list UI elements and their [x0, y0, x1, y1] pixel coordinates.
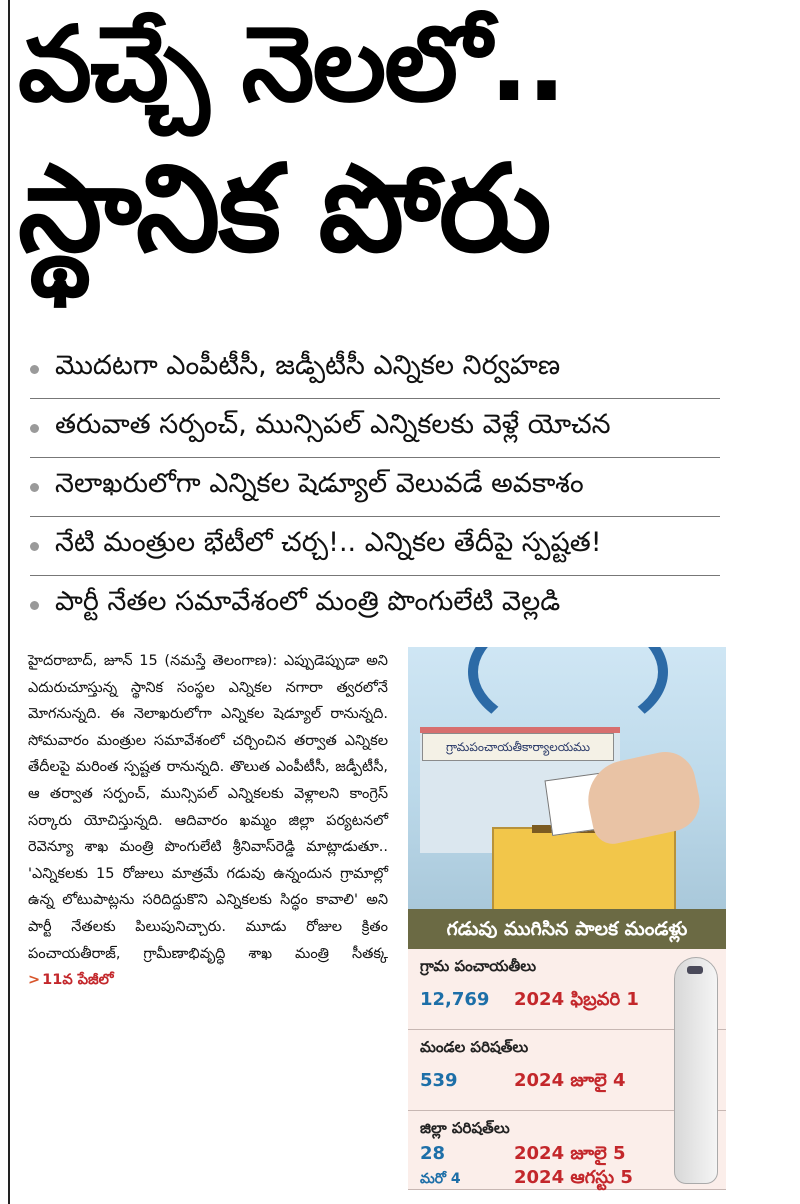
- row-category: జిల్లా పరిషత్‌లు: [420, 1119, 510, 1137]
- bullet-dot-icon: [30, 601, 39, 610]
- bullet-dot-icon: [30, 365, 39, 374]
- article-body: [28, 648, 388, 994]
- article-text: హైదరాబాద్, జూన్ 15 (నమస్తే తెలంగాణ): ఎప్పుడెప్పుడా అని ఎదురుచూస్తున్న స్థానిక సంస్థల ఎన్నికల నగారా త్వరలోనే మోగనున్నది. ఈ నెలాఖరులోగా ఎన్నికల షెడ్యూల్ రానున్నది. సోమవారం మంత్రుల సమావేశంలో చర్చించిన తర్వాత ఎన్నికల తేదీలపై మరింత స్పష్టత రానున్నది. తొలుత ఎంపీటీసీ, జడ్పీటీసీ, ఆ తర్వాత సర్పంచ్, మున్సిపల్ ఎన్నికలకు వెళ్లాలని కాంగ్రెస్ సర్కారు యోచిస్తున్నది. ఆదివారం ఖమ్మం జిల్లా పర్యటనలో రెవెన్యూ శాఖ మంత్రి పొంగులేటి శ్రీనివాస్‌రెడ్డి మాట్లాడుతూ.. 'ఎన్నికలకు 15 రోజులు మాత్రమే గడువు ఉన్నందున గ్రామాల్లో ఉన్న లోటుపాట్లను సరిదిద్దుకొని ఎన్నికలకు సిద్ధం కావాలి' అని పార్టీ నేతలకు పిలుపునిచ్చారు. మూడు రోజుల క్రితం పంచాయతీరాజ్, గ్రామీణాభివృద్ధి శాఖ మంత్రి సీతక్క: [28, 653, 388, 962]
- row-values: [420, 989, 639, 1014]
- continued-link[interactable]: [28, 972, 114, 988]
- highlight-text: మొదటగా ఎంపీటీసీ, జడ్పీటీసీ ఎన్నికల నిర్వహణ: [55, 350, 561, 381]
- highlight-text: నేటి మంత్రుల భేటీలో చర్చ!.. ఎన్నికల తేదీపై స్పష్టత!: [55, 527, 602, 558]
- panchayat-signboard: గ్రామపంచాయతీకార్యాలయము: [422, 733, 614, 761]
- chevron-right-icon: >: [28, 972, 41, 989]
- row-extra-date: 2024 ఆగస్టు 5: [514, 1167, 633, 1188]
- highlight-text: తరువాత సర్పంచ్, మున్సిపల్ ఎన్నికలకు వెళ్లే యోచన: [55, 409, 611, 440]
- row-extra-label: మరో 4: [420, 1171, 461, 1187]
- row-values: [420, 1070, 626, 1095]
- ink-mark: [687, 966, 703, 974]
- table-title: గడువు ముగిసిన పాలక మండళ్లు: [408, 909, 726, 949]
- ballot-photo: [408, 647, 726, 909]
- inked-finger-icon: [674, 957, 718, 1184]
- row-values: [420, 1143, 626, 1168]
- row-count: 12,769: [420, 989, 490, 1010]
- highlight-item: [30, 399, 720, 458]
- row-count: 539: [420, 1070, 458, 1091]
- row-date: 2024 జూలై 5: [514, 1143, 626, 1164]
- row-count: 28: [420, 1143, 446, 1164]
- highlight-item: [30, 340, 720, 399]
- expired-councils-table: [408, 909, 726, 1189]
- left-column-rule: [8, 0, 10, 1204]
- highlight-item: [30, 517, 720, 576]
- bullet-dot-icon: [30, 483, 39, 492]
- highlight-item: [30, 458, 720, 517]
- headline-line-2: స్థానిక పోరు: [18, 140, 550, 279]
- election-emblem-icon: [468, 647, 668, 737]
- row-category: మండల పరిషత్‌లు: [420, 1038, 529, 1056]
- highlight-text: పార్టీ నేతల సమావేశంలో మంత్రి పొంగులేటి వెల్లడి: [55, 586, 561, 617]
- headline-line-1: వచ్చే నెలలో..: [18, 3, 565, 125]
- ballot-box-icon: [492, 827, 676, 909]
- highlight-item: [30, 576, 720, 634]
- row-category: గ్రామ పంచాయతీలు: [420, 957, 537, 975]
- row-date: 2024 ఫిబ్రవరి 1: [514, 989, 639, 1010]
- bullet-dot-icon: [30, 542, 39, 551]
- row-date: 2024 జూలై 4: [514, 1070, 626, 1091]
- highlight-text: నెలాఖరులోగా ఎన్నికల షెడ్యూల్ వెలువడే అవకాశం: [55, 468, 584, 499]
- row-extra-values: [420, 1167, 633, 1192]
- continued-label: 11వ పేజీలో: [42, 972, 114, 989]
- bullet-dot-icon: [30, 424, 39, 433]
- highlights-list: [30, 340, 720, 634]
